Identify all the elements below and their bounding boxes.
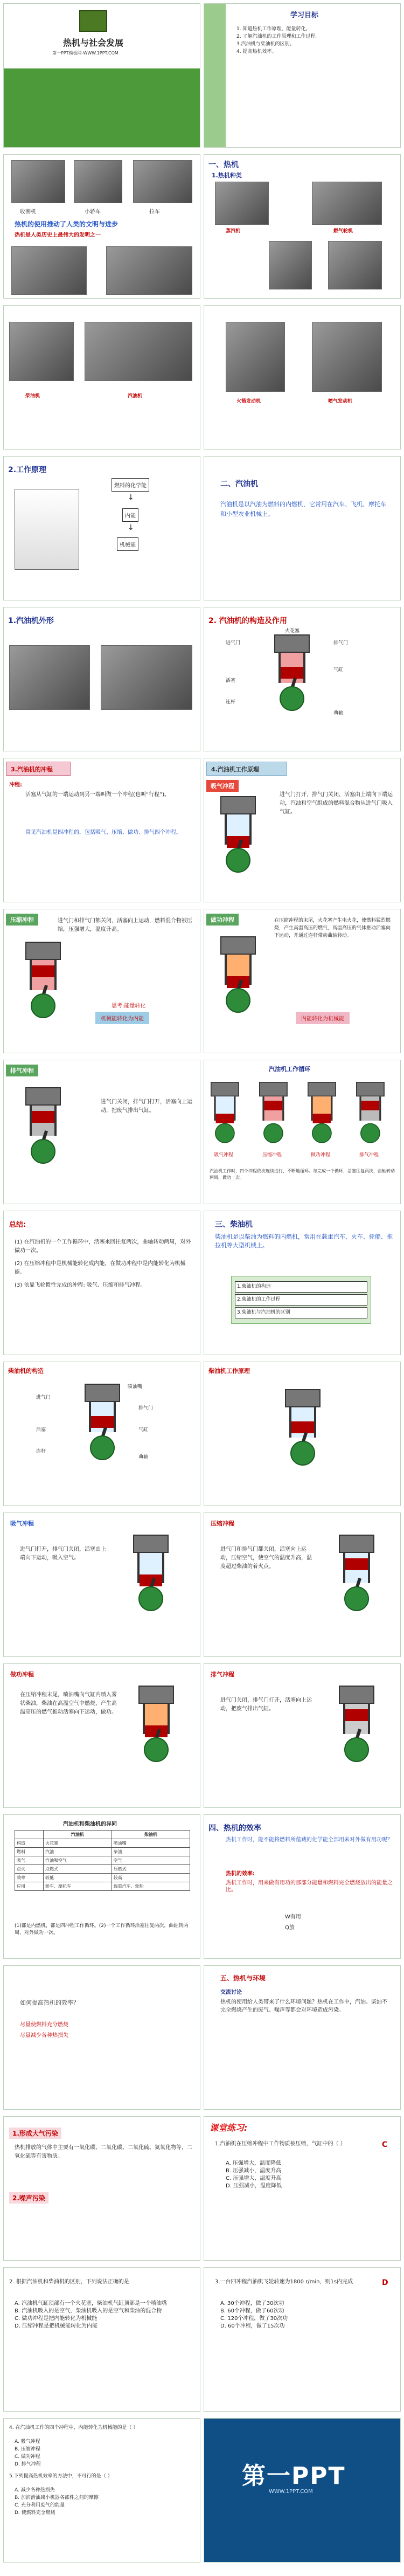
- tag-power: 做功冲程: [206, 914, 239, 926]
- pollution-air: 1.形成大气污染: [9, 2128, 61, 2139]
- stroke-def: 活塞从气缸的一端运动到另一端叫做一个冲程(也叫“行程”)。: [25, 792, 170, 798]
- diesel-list: [231, 1276, 371, 1324]
- efficiency-def: 热机的效率:: [226, 1871, 255, 1877]
- exercise-option[interactable]: A. 30个冲程，做了30次功: [220, 2301, 284, 2306]
- exercise-option[interactable]: C. 做功冲程: [15, 2454, 41, 2460]
- slide-exercise-2: [3, 2267, 200, 2412]
- efficiency-denominator: Q放: [285, 1925, 295, 1931]
- label-intake: 进气门: [36, 1395, 51, 1400]
- diesel-image: [106, 246, 192, 295]
- exercise-option[interactable]: C. 120个冲程，做了30次功: [220, 2316, 288, 2322]
- slide-pollution: [3, 2116, 200, 2261]
- exercise-q: 2. 根据汽油机和柴油机的区别，下列说法正确的是: [9, 2279, 129, 2285]
- compare-title: 汽油机和柴油机的异同: [63, 1821, 117, 1827]
- efficiency-formula-text: 热机工作时，用来做有用功的那部分能量和燃料完全燃烧放出的能量之比。: [226, 1880, 393, 1893]
- slide-goals: [204, 3, 401, 148]
- slide-exercise-4: [3, 2418, 200, 2563]
- table-header: 柴油机: [112, 1831, 190, 1839]
- engine-diagram: [269, 634, 315, 715]
- intake-diagram: [215, 796, 261, 877]
- exercise-option[interactable]: C. 压强增大，温度升高: [226, 2176, 282, 2181]
- heading: 3.汽油机的冲程: [6, 762, 71, 776]
- improve-answer: 尽量减少各种热损失: [20, 2033, 68, 2039]
- energy-chemical: 燃料的化学能: [112, 478, 149, 492]
- arrow-icon: ↓: [128, 523, 134, 532]
- goal-item: 1. 知道热机工作原理，能量转化。: [236, 26, 311, 32]
- jet-image: [328, 241, 382, 289]
- table-row: 吸气 汽油和空气 空气: [15, 1856, 190, 1865]
- slide-machines: [3, 154, 200, 299]
- diesel-compression-desc: 进气门和排气门都关闭，活塞向上运动，压缩空气，使空气的温度升高，温度超过柴油的着火点。: [220, 1546, 312, 1570]
- subheading: 1.热机种类: [212, 172, 242, 179]
- label-rod: 连杆: [226, 700, 236, 705]
- heading: 柴油机的构造: [8, 1368, 44, 1375]
- tag-diesel-power: 做功冲程: [10, 1671, 34, 1678]
- diesel-power-diagram: [133, 1686, 179, 1766]
- tag-diesel-compression: 压缩冲程: [211, 1520, 234, 1527]
- slide-more-engines: [204, 305, 401, 450]
- exercise-answer: C: [382, 2140, 388, 2149]
- label-spark-plug: 火花塞: [285, 629, 300, 634]
- pollution-noise: 2.噪声污染: [9, 2192, 48, 2204]
- slide-environment: [204, 1965, 401, 2110]
- cycle-step: 排气冲程: [359, 1152, 379, 1158]
- compression-key: 思考:能量转化: [112, 1003, 146, 1009]
- diesel-exhaust-diagram: [333, 1686, 380, 1766]
- exercise-q: 5.下列提高热机效率的方法中，不可行的是（ ）: [9, 2474, 113, 2479]
- exercise-option[interactable]: B. 汽油机吸入的是空气，柴油机吸入的是空气和柴油的混合物: [15, 2308, 162, 2314]
- slide-diesel-exhaust: [204, 1663, 401, 1808]
- cycle-foot: 汽油机工作时，四个冲程依次连续进行，不断地循环。每完成一个循环，活塞往复两次，曲轴转动两周，做功一次。: [210, 1169, 395, 1180]
- tag-diesel-intake: 吸气冲程: [10, 1520, 34, 1527]
- diesel-list-item: 3.柴油机与汽油机的区别: [235, 1307, 367, 1318]
- stroke-label: 冲程:: [9, 782, 22, 788]
- exercise-q: 4. 在汽油机工作的四个冲程中，内能转化为机械能的是（ ）: [9, 2425, 138, 2430]
- slide-power: [204, 909, 401, 1053]
- slide-gasoline-engine: [204, 456, 401, 600]
- exercise-option[interactable]: B. 压缩冲程: [15, 2447, 40, 2452]
- improve-question: 如何提高热机的效率？: [20, 1999, 79, 2006]
- engine-block-image-1: [9, 645, 90, 710]
- summary-line: (1) 在汽油机的一个工作循环中，活塞来回往复两次，曲轴转动两周，对外做功一次。: [15, 1239, 191, 1254]
- goal-item: 4. 提高热机效率。: [236, 49, 277, 54]
- exhaust-desc: 进气门关闭，排气门打开，活塞向上运动，把废气排出气缸。: [101, 1099, 192, 1114]
- diesel-exhaust-desc: 进气门关闭，排气门打开，活塞向上运动，把废气排出气缸。: [220, 1697, 312, 1712]
- exercise-answer: D: [382, 2278, 388, 2287]
- cycle-compression: [255, 1082, 292, 1147]
- slide-strokes: [3, 758, 200, 902]
- env-sub: 交流讨论: [220, 1990, 242, 1995]
- diesel-engine-image-2: [85, 322, 192, 381]
- cycle-intake: [206, 1082, 243, 1147]
- engine-block-image-2: [101, 645, 192, 710]
- cycle-power: [303, 1082, 340, 1147]
- heading: 三、柴油机: [215, 1220, 253, 1229]
- jet-engine-image: [312, 322, 382, 392]
- label-exhaust: 排气门: [138, 1406, 154, 1411]
- title-text: 热机与社会发展: [63, 38, 124, 48]
- label-piston: 活塞: [36, 1427, 46, 1433]
- label-crank: 曲轴: [138, 1454, 149, 1460]
- experiment-image: [15, 489, 79, 570]
- engine-image: [11, 246, 87, 295]
- rocket-image: [269, 241, 312, 289]
- diesel-compression-diagram: [333, 1535, 380, 1615]
- power-energy: 内能转化为机械能: [296, 1012, 350, 1024]
- diesel-list-item: 2.柴油机的工作过程: [235, 1294, 367, 1306]
- summary-line: (3) 依靠飞轮惯性完成的冲程: 吸气、压缩和排气冲程。: [15, 1282, 146, 1288]
- slide-diesel-compression: [204, 1513, 401, 1657]
- diesel-list-item: 1.柴油机的构造: [235, 1281, 367, 1293]
- exercise-option[interactable]: B. 加润滑油减小机器各部件之间的摩擦: [15, 2495, 99, 2501]
- pollution-para: 热机排放的气体中主要有一氧化碳、二氧化碳、二氧化硫、氮氧化物等，二氧化硫等有害物质。: [15, 2145, 192, 2159]
- label-tractor: 拉车: [149, 209, 160, 215]
- heading: 柴油机工作原理: [208, 1368, 250, 1375]
- goals-title: 学习目标: [290, 11, 319, 19]
- tag-jet: 喷气发动机: [328, 399, 353, 404]
- tag-compression: 压缩冲程: [6, 914, 38, 926]
- tag-intake: 吸气冲程: [206, 780, 239, 792]
- intake-desc: 进气门打开，排气门关闭，活塞由上端向下端运动，汽油和空气组成的燃料混合物从进气门吸入气缸。: [280, 792, 393, 815]
- env-para: 热机的使用给人类带来了什么环境问题？热机在工作中，汽油、柴油不完全燃烧产生的废气、噪声等都会对环境造成污染。: [220, 1999, 387, 2013]
- tag-turbine: 燃气轮机: [333, 229, 353, 234]
- exercise-option[interactable]: B. 60个冲程，做了60次功: [220, 2308, 284, 2314]
- tag-gasoline: 汽油机: [128, 393, 143, 399]
- slide-gas-structure: [204, 607, 401, 751]
- table-row: 应用 轿车、摩托车 载重汽车、轮船: [15, 1882, 190, 1891]
- slide-summary: [3, 1211, 200, 1355]
- exercise-option[interactable]: A. 汽油机气缸顶部有一个火花塞，柴油机气缸顶部是一个喷油嘴: [15, 2301, 168, 2306]
- tag-steam: 蒸汽机: [226, 229, 241, 234]
- arrow-icon: ↓: [128, 493, 134, 502]
- slide-compare: [3, 1814, 200, 1959]
- car-image: [74, 160, 122, 203]
- slide-exercise-1: [204, 2116, 401, 2261]
- diesel-power-desc: 在压缩冲程末尾，喷油嘴向气缸内喷入雾状柴油，柴油在高温空气中燃烧，产生高温高压的燃气推动活塞向下运动，做功。: [20, 1692, 117, 1715]
- power-desc: 在压缩冲程的末尾，火花塞产生电火花，使燃料猛烈燃烧，产生高温高压的燃气，高温高压的气体推动活塞向下运动，并通过连杆带动曲轴转动。: [274, 918, 391, 938]
- slide-improve: [3, 1965, 200, 2110]
- slide-diesel-principle: [204, 1362, 401, 1506]
- site-text: 第一PPT模板网-WWW.1PPT.COM: [52, 51, 119, 56]
- energy-mechanical: 机械能: [117, 537, 138, 551]
- exercise-option[interactable]: D. 60个冲程，做了15次功: [220, 2323, 285, 2329]
- boat-image: [133, 160, 192, 203]
- cycle-step: 做功冲程: [311, 1152, 331, 1158]
- goal-item: 2. 了解汽油机的工作原理和工作过程。: [236, 34, 321, 39]
- exercise-option[interactable]: C. 做功冲程是把内能转化为机械能: [15, 2316, 97, 2322]
- table-header: 汽油机: [44, 1831, 112, 1839]
- slide-title: [3, 3, 200, 148]
- sub-text: 热机是人类历史上最伟大的发明之一: [15, 232, 101, 238]
- exercise-q: 1.汽油机在压缩冲程中工作物质被压缩，气缸中的（ ）: [215, 2141, 346, 2147]
- cycle-step: 压缩冲程: [262, 1152, 282, 1158]
- slide-exercise-3: [204, 2267, 401, 2412]
- exercise-option[interactable]: B. 压强减小，温度升高: [226, 2168, 282, 2174]
- heading: 二、汽油机: [220, 480, 258, 488]
- compression-desc: 进气门和排气门都关闭，活塞向上运动，燃料混合物被压缩，压强增大，温度升高。: [58, 918, 192, 933]
- label-rod: 连杆: [36, 1449, 46, 1454]
- diesel-diagram: [79, 1384, 126, 1465]
- slide-diesel-engines: [3, 305, 200, 450]
- heading: 一、热机: [208, 161, 239, 169]
- slide-end: [204, 2418, 401, 2563]
- slide-gas-engine-shape: [3, 607, 200, 751]
- power-diagram: [215, 936, 261, 1017]
- exercise-option[interactable]: D. 压缩冲程是把机械能转化为内能: [15, 2323, 98, 2329]
- slide-exhaust: [3, 1060, 200, 1204]
- tag-diesel: 柴油机: [25, 393, 40, 399]
- cycle-title: 汽油机工作循环: [269, 1066, 310, 1073]
- exercise-option[interactable]: D. 排气冲程: [15, 2462, 41, 2467]
- heading: 四、热机的效率: [208, 1824, 261, 1833]
- exercise-q: 3.一台四冲程汽油机飞轮转速为1800 r/min，则1s内完成: [215, 2279, 353, 2285]
- energy-internal: 内能: [122, 508, 138, 522]
- efficiency-question: 热机工作时，能不能将燃料所蕴藏的化学能全部用来对外做有用功呢？: [226, 1837, 393, 1843]
- exhaust-diagram: [20, 1087, 66, 1168]
- exercise-title: 课堂练习:: [210, 2123, 248, 2133]
- heading: 2.工作原理: [8, 466, 47, 474]
- summary-line: (2) 在压缩冲程中是机械能转化成内能，在做功冲程中是内能转化为机械能。: [15, 1261, 186, 1275]
- intro-para: 汽油机是以汽油为燃料的内燃机，它常用在汽车、飞机、摩托车和小型农业机械上。: [220, 501, 386, 517]
- table-row: 点火 点燃式 压燃式: [15, 1865, 190, 1874]
- slide-diesel-intake: [3, 1513, 200, 1657]
- label-cylinder: 气缸: [138, 1427, 149, 1433]
- lead-text: 热机的使用推动了人类的文明与进步: [15, 220, 119, 228]
- logo-url: WWW.1PPT.COM: [269, 2489, 313, 2495]
- logo: 第一PPT: [242, 2462, 346, 2490]
- heading: 1.汽油机外形: [8, 617, 54, 625]
- table-row: 构造 火花塞 喷油嘴: [15, 1839, 190, 1848]
- heading: 五、热机与环境: [220, 1974, 266, 1982]
- exercise-option[interactable]: A. 吸气冲程: [15, 2439, 40, 2444]
- slide-intake: [204, 758, 401, 902]
- slide-diesel: [204, 1211, 401, 1355]
- table-row: 燃料 汽油 柴油: [15, 1848, 190, 1856]
- tag-exhaust: 排气冲程: [6, 1065, 38, 1076]
- diesel-engine-image-1: [9, 322, 74, 381]
- compare-table: [15, 1830, 190, 1891]
- cycle-step: 吸气冲程: [214, 1152, 234, 1158]
- principle-banner: 4.汽油机工作原理: [206, 762, 287, 776]
- heading: 2. 汽油机的构造及作用: [208, 617, 287, 625]
- label-injector: 喷油嘴: [128, 1384, 143, 1390]
- turbine-image: [312, 182, 382, 225]
- slide-compression: [3, 909, 200, 1053]
- diesel-principle-diagram: [280, 1389, 326, 1470]
- diesel-intake-desc: 进气门打开，排气门关闭，活塞由上端向下运动，吸入空气。: [20, 1546, 106, 1561]
- tag-diesel-exhaust: 排气冲程: [211, 1671, 234, 1678]
- goal-item: 3.汽油机与柴油机的区别。: [236, 42, 295, 47]
- compression-energy: 机械能转化为内能: [95, 1012, 149, 1024]
- label-crank: 曲轴: [333, 710, 344, 716]
- label-piston: 活塞: [226, 678, 236, 683]
- improve-answer: 尽量使燃料充分燃烧: [20, 2022, 68, 2028]
- slide-cycle: [204, 1060, 401, 1204]
- table-row: 效率 较低 较高: [15, 1874, 190, 1882]
- slide-engine-types: [204, 154, 401, 299]
- compare-same: (1)都是内燃机，都是四冲程工作循环。(2)一个工作循环活塞往复两次，曲轴转两周，对外做功一次。: [15, 1923, 189, 1936]
- exercise-option[interactable]: D. 使燃料完全燃烧: [15, 2510, 55, 2516]
- label-exhaust-valve: 排气门: [333, 640, 349, 646]
- summary-head: 总结:: [9, 1221, 26, 1229]
- exercise-option[interactable]: A. 减少各种热损失: [15, 2488, 55, 2493]
- table-header: [15, 1831, 44, 1839]
- label-cylinder: 气缸: [333, 667, 344, 673]
- label-harvester: 收割机: [20, 209, 36, 215]
- harvester-image: [11, 160, 65, 203]
- diesel-intake-diagram: [128, 1535, 174, 1615]
- compression-diagram: [20, 942, 66, 1023]
- tag-rocket: 火箭发动机: [236, 399, 261, 404]
- label-intake-valve: 进气门: [226, 640, 241, 646]
- efficiency-numerator: W有用: [285, 1914, 301, 1920]
- slide-diesel-power: [3, 1663, 200, 1808]
- stroke-types: 常见汽油机是四冲程的，包括吸气、压缩、做功、排气四个冲程。: [25, 830, 182, 835]
- slide-efficiency: [204, 1814, 401, 1959]
- label-car: 小轿车: [85, 209, 101, 215]
- rocket-engine-image: [226, 322, 285, 392]
- steam-engine-image: [215, 182, 269, 225]
- diesel-para: 柴油机是以柴油为燃料的内燃机，常用在载重汽车、火车、轮船、拖拉机等大型机械上。: [215, 1233, 393, 1249]
- exercise-option[interactable]: A. 压强增大，温度降低: [226, 2160, 282, 2166]
- exercise-option[interactable]: D. 压强减小，温度降低: [226, 2183, 282, 2189]
- slide-principle: [3, 456, 200, 600]
- exercise-option[interactable]: C. 充分利用废气的能量: [15, 2503, 65, 2508]
- cycle-exhaust: [352, 1082, 389, 1147]
- slide-diesel-structure: [3, 1362, 200, 1506]
